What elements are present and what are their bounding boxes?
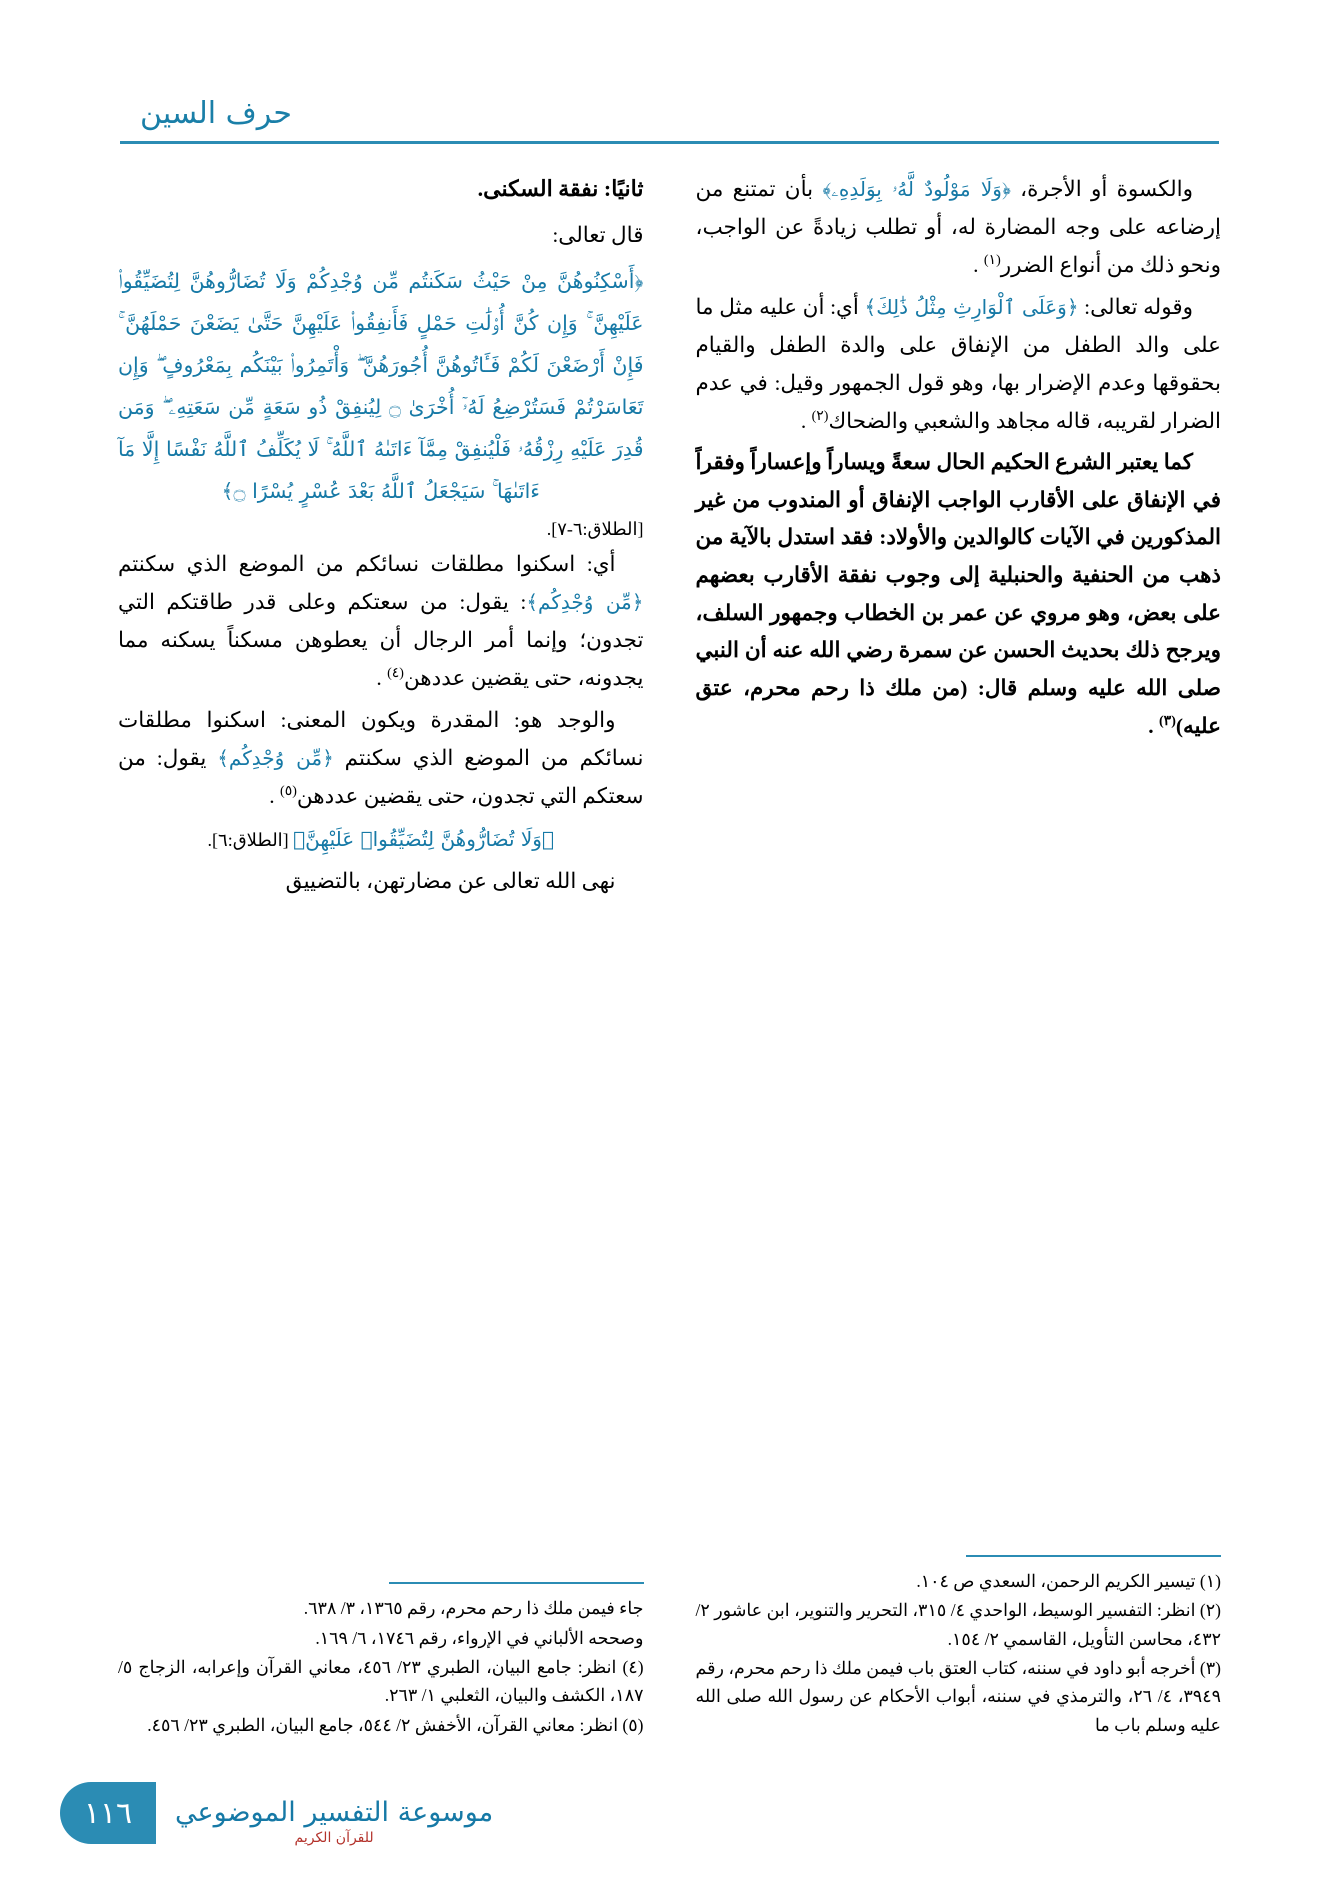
text-run: . bbox=[269, 784, 281, 809]
body-columns bbox=[118, 170, 1221, 1740]
text-run: . bbox=[1148, 713, 1159, 738]
column-left-text bbox=[118, 170, 644, 900]
column-right bbox=[696, 170, 1222, 1740]
paragraph bbox=[118, 863, 644, 901]
footnote-item: (٤) انظر: جامع البيان، الطبري ٢٣/ ٤٥٦، معاني القرآن وإعرابه، الزجاج ٥/ ١٨٧، الكشف والبيان، الثعلبي ١/ ٢٦٣. bbox=[118, 1656, 644, 1706]
text-run: . bbox=[800, 408, 812, 433]
text-run: بأن تمتنع من إرضاعه على وجه المضارة له، أو تطلب زيادةً عن الواجب، ونحو ذلك من أنواع الضرر bbox=[695, 177, 1221, 277]
paragraph bbox=[696, 170, 1222, 284]
quran-inline: ﴿مِّن وُجْدِكُم﴾ bbox=[526, 590, 644, 615]
quran-reference: [الطلاق:٦-٧]. bbox=[546, 519, 644, 540]
logo-title: موسوعة التفسير الموضوعي bbox=[175, 1796, 494, 1828]
text-run: نهى الله تعالى عن مضارتهن، بالتضييق bbox=[285, 868, 616, 893]
quran-inline: ﴿وَلَا تُضَارُّوهُنَّ لِتُضَيِّقُوا۟ عَلَيْهِنَّ﴾ bbox=[293, 826, 554, 851]
footnote-item: جاء فيمن ملك ذا رحم محرم، رقم ١٣٦٥، ٣/ ٦٣٨. bbox=[303, 1598, 644, 1619]
paragraph bbox=[118, 217, 644, 255]
footnote-item: (١) تيسير الكريم الرحمن، السعدي ص ١٠٤. bbox=[916, 1570, 1221, 1591]
paragraph bbox=[118, 702, 644, 816]
footnote-marker: (٤) bbox=[387, 665, 404, 681]
text-run: والكسوة أو الأجرة، bbox=[1010, 177, 1193, 201]
text-run: والوجد هو: المقدرة ويكون المعنى: اسكنوا مطلقات نسائكم من الموضع الذي سكنتم bbox=[118, 707, 644, 771]
page-header bbox=[0, 96, 1339, 144]
footnote-list bbox=[118, 1594, 644, 1739]
footnote-marker: (٣) bbox=[1159, 713, 1176, 729]
paragraph bbox=[696, 444, 1222, 745]
quran-verse-block: ﴿أَسْكِنُوهُنَّ مِنْ حَيْثُ سَكَنتُم مِّن وُجْدِكُمْ وَلَا تُضَارُّوهُنَّ لِتُضَيِّقُوا۟ عَلَيْهِنَّ ۚ وَإِن كُنَّ أُو۟لَٰتِ حَمْلٍ فَأَنفِقُوا۟ عَلَيْهِنَّ حَتَّىٰ يَضَعْنَ حَمْلَهُنَّ ۚ فَإِنْ أَرْضَعْنَ لَكُمْ فَـَٔاتُوهُنَّ أُجُورَهُنَّ ۖ وَأْتَمِرُوا۟ بَيْنَكُم بِمَعْرُوفٍ ۖ وَإِن تَعَاسَرْتُمْ فَسَتُرْضِعُ لَهُۥٓ أُخْرَىٰ ۝ لِيُنفِقْ ذُو سَعَةٍ مِّن سَعَتِهِۦ ۖ وَمَن قُدِرَ عَلَيْهِ رِزْقُهُۥ فَلْيُنفِقْ مِمَّآ ءَاتَىٰهُ ٱللَّهُ ۚ لَا يُكَلِّفُ ٱللَّهُ نَفْسًا إِلَّا مَآ ءَاتَىٰهَا ۚ سَيَجْعَلُ ٱللَّهُ بَعْدَ عُسْرٍ يُسْرًا ۝﴾ bbox=[118, 269, 644, 504]
footnotes-left bbox=[118, 1582, 644, 1740]
section-heading: ثانيًا: نفقة السكنى. bbox=[477, 176, 644, 201]
footnote-item: (٢) انظر: التفسير الوسيط، الواحدي ٤/ ٣١٥، التحرير والتنوير، ابن عاشور ٢/ ٤٣٢، محاسن التأويل، القاسمي ٢/ ١٥٤. bbox=[695, 1600, 1221, 1649]
text-run: يقول: من سعتكم التي تجدون، حتى يقضين عددهن bbox=[118, 746, 644, 809]
text-run: وقوله تعالى: bbox=[1078, 295, 1193, 320]
text-run: . bbox=[973, 252, 984, 277]
footnote-marker: (٥) bbox=[280, 784, 297, 800]
footnote-divider bbox=[389, 1582, 644, 1584]
column-left bbox=[118, 170, 644, 1740]
paragraph bbox=[118, 546, 644, 698]
paragraph bbox=[118, 820, 644, 859]
quran-inline: ﴿وَعَلَى ٱلْوَارِثِ مِثْلُ ذَٰلِكَ﴾ bbox=[864, 295, 1079, 320]
footnote-marker: (١) bbox=[983, 252, 1001, 268]
text-run: كما يعتبر الشرع الحكيم الحال سعةً ويساراً وإعساراً وفقراً في الإنفاق على الأقارب الواجب الإنفاق أو المندوب من غير المذكورين في الآيات كالوالدين والأولاد: فقد استدل بالآية من ذهب من الحنفية والحنبلية إلى وجوب نفقة الأقارب بعضهم على بعض، وهو مروي عن عمر بن الخطاب وجمهور السلف، ويرجح ذلك بحديث الحسن عن سمرة رضي الله عنه أن النبي صلى الله عليه وسلم قال: (من ملك ذا رحم محرم، عتق عليه) bbox=[695, 450, 1222, 738]
column-right-text bbox=[696, 170, 1222, 745]
footnote-marker: (٢) bbox=[811, 408, 829, 424]
footnote-item: وصححه الألباني في الإرواء، رقم ١٧٤٦، ٦/ ١٦٩. bbox=[315, 1627, 644, 1648]
page-footer bbox=[0, 1764, 1339, 1854]
footnotes-right bbox=[696, 1555, 1222, 1740]
publisher-logo bbox=[175, 1797, 493, 1846]
footnote-list bbox=[696, 1567, 1222, 1739]
page-number-badge: ١١٦ bbox=[60, 1782, 156, 1844]
logo-subtitle: للقرآن الكريم bbox=[294, 1829, 374, 1846]
quran-reference: [الطلاق:٦]. bbox=[207, 829, 294, 850]
footnote-divider bbox=[966, 1555, 1221, 1557]
paragraph bbox=[696, 288, 1222, 440]
text-run: أي: أن عليه مثل ما على والد الطفل من الإنفاق على والدة الطفل والقيام بحقوقها وعدم الإضرار بها، وهو قول الجمهور وقيل: في عدم الضرار لقريبه، قاله مجاهد والشعبي والضحاك bbox=[695, 295, 1221, 433]
footnote-item: (٥) انظر: معاني القرآن، الأخفش ٢/ ٥٤٤، جامع البيان، الطبري ٢٣/ ٤٥٦. bbox=[147, 1714, 644, 1735]
quran-inline: ﴿مِّن وُجْدِكُم﴾ bbox=[217, 746, 334, 771]
text-run: . bbox=[376, 665, 388, 690]
footnote-item: (٣) أخرجه أبو داود في سننه، كتاب العتق باب فيمن ملك ذا رحم محرم، رقم ٣٩٤٩، ٤/ ٢٦، والترمذي في سننه، أبواب الأحكام عن رسول الله صلى الله عليه وسلم باب ما bbox=[695, 1657, 1221, 1735]
header-divider bbox=[120, 141, 1219, 144]
header-title: حرف السين bbox=[140, 96, 292, 131]
text-run: أي: اسكنوا مطلقات نسائكم من الموضع الذي سكنتم bbox=[118, 551, 616, 576]
text-run: قال تعالى: bbox=[552, 222, 644, 247]
text-run: : يقول: من سعتكم وعلى قدر طاقتكم التي تجدون؛ وإنما أمر الرجال أن يعطوهن مسكناً يسكنه مما يجدونه، حتى يقضين عددهن bbox=[118, 590, 644, 690]
quran-inline: ﴿وَلَا مَوْلُودٌ لَّهُۥ بِوَلَدِهِۦ﴾ bbox=[822, 177, 1011, 201]
